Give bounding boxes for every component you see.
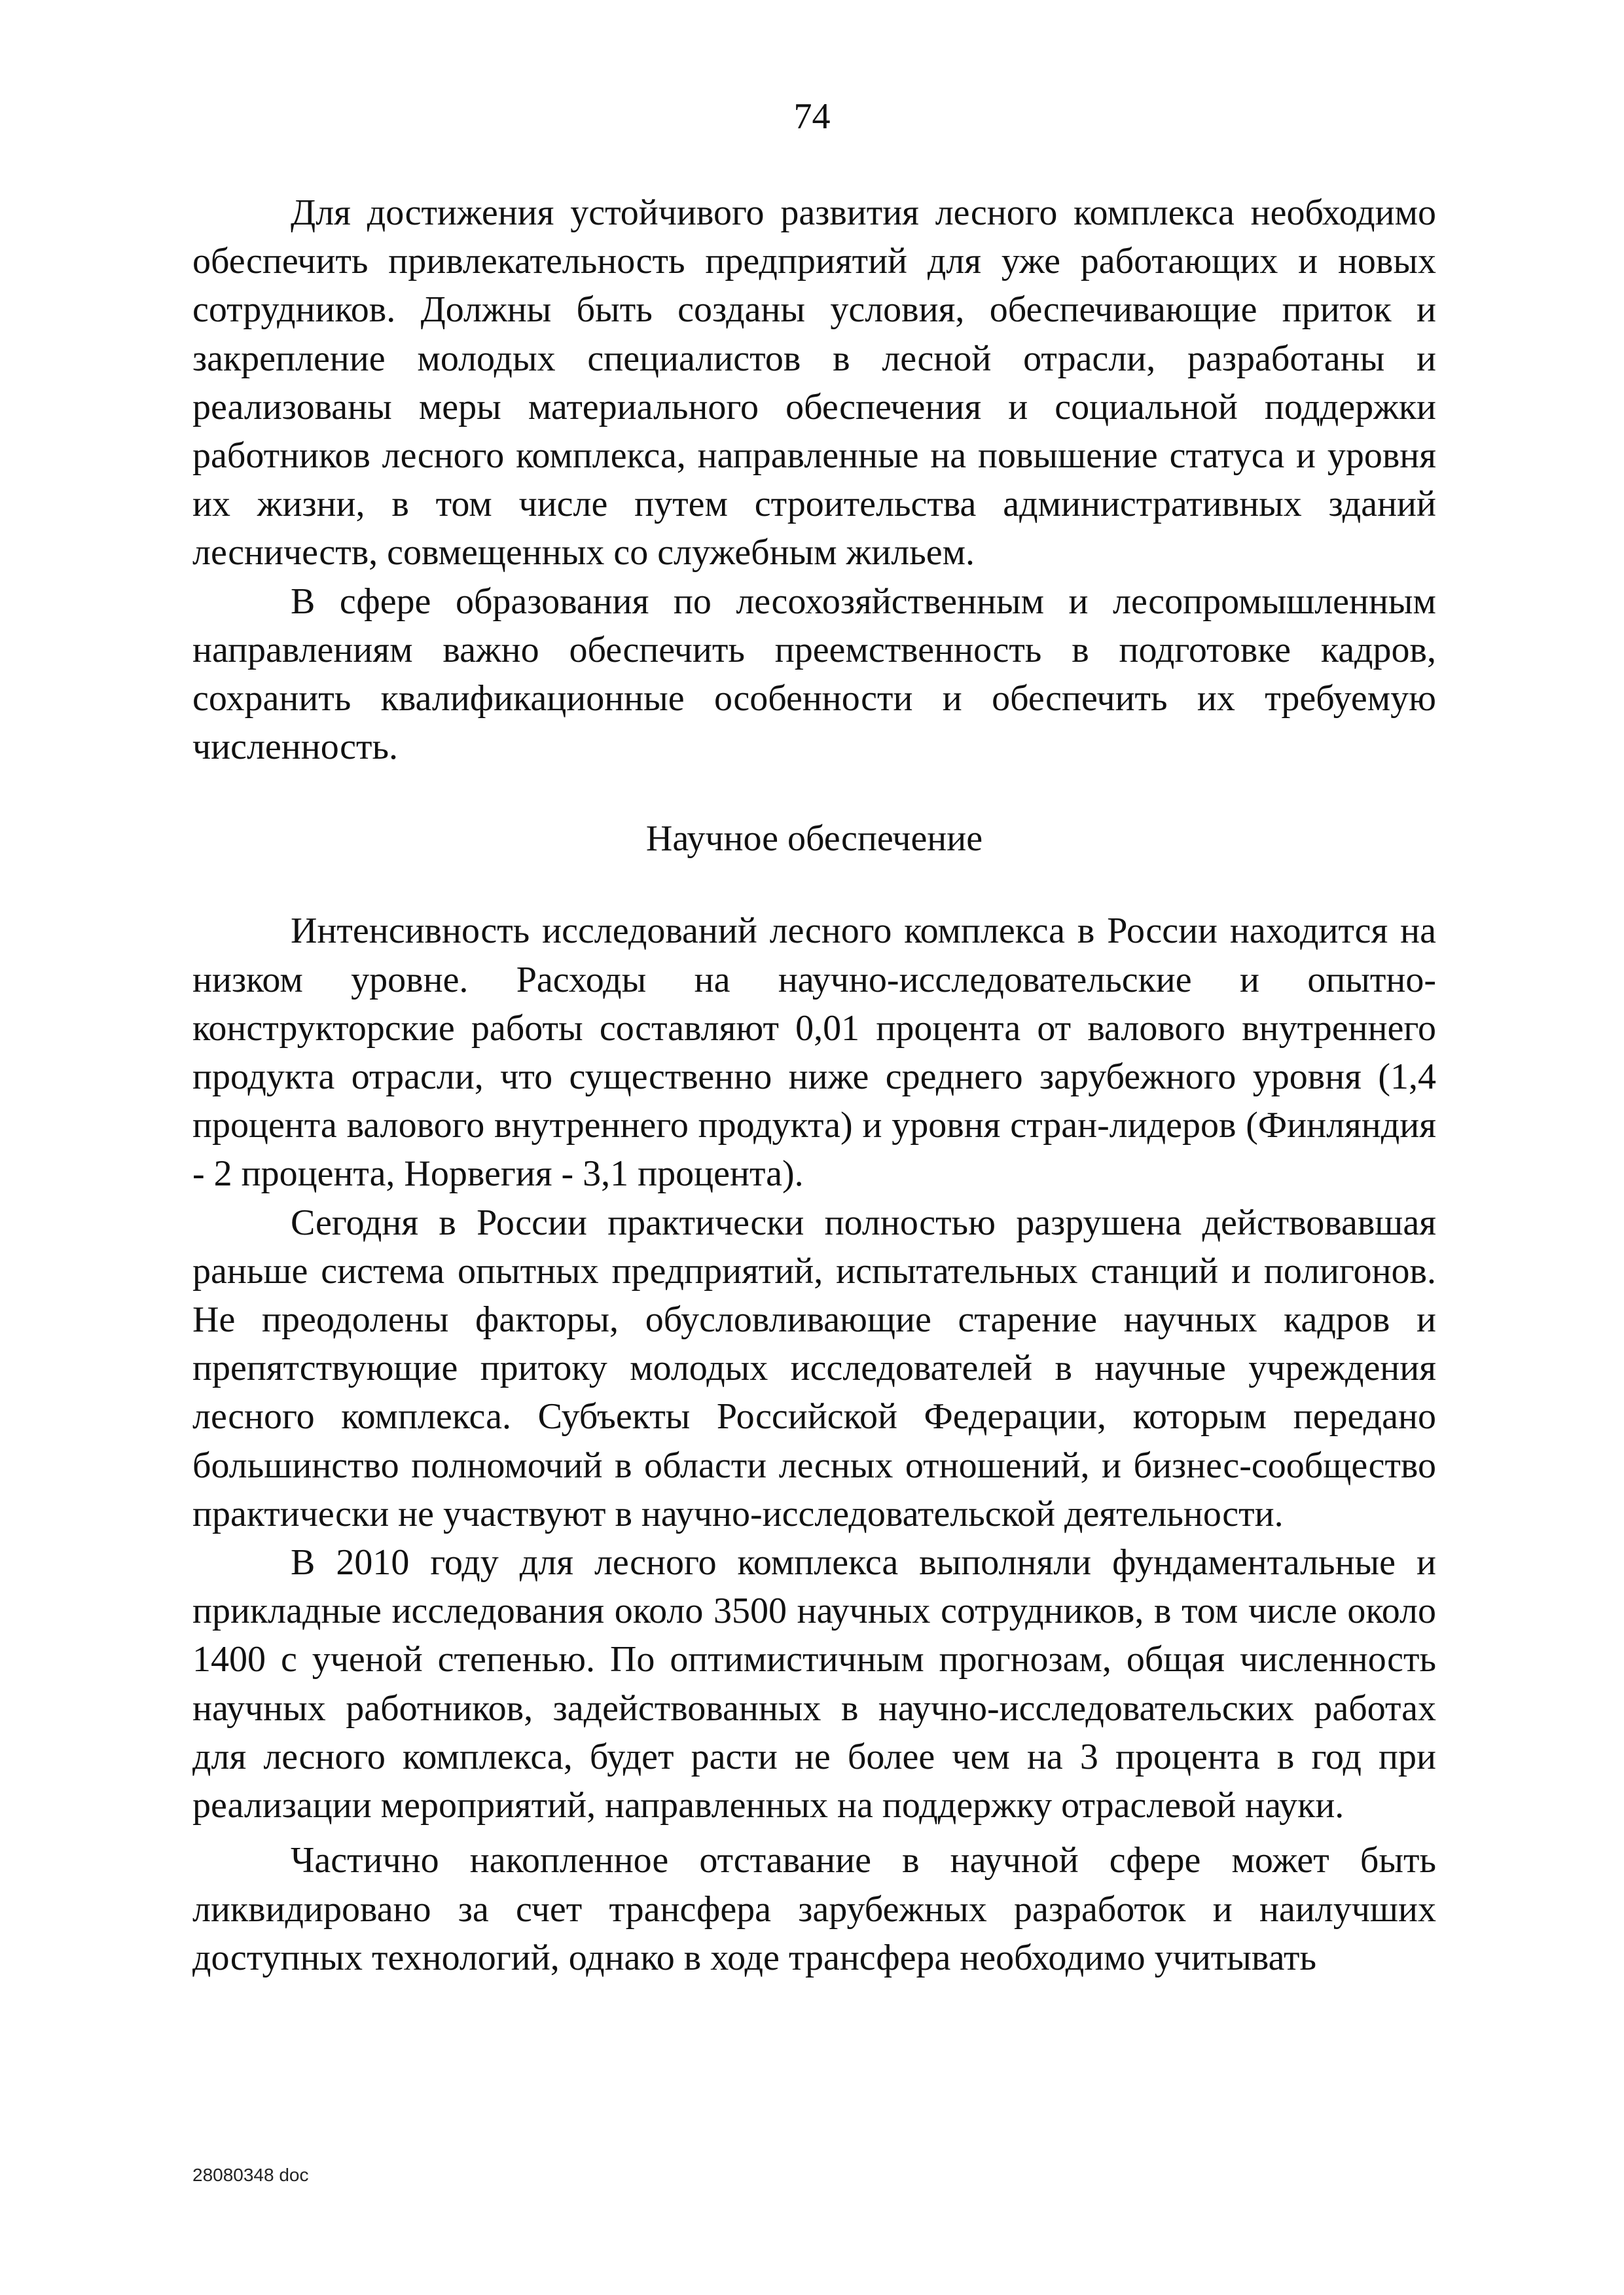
paragraph-education: В сфере образования по лесохозяйственным и лесопромышленным направлениям важно обеспечить преемственность в подготовке кадров, сохранить квалификационные особенности и обеспечить их требуемую численность. [192, 581, 1436, 768]
page-number: 74 [793, 96, 831, 137]
paragraph-infrastructure: Сегодня в России практически полностью разрушена действовавшая раньше система опытных предприятий, испытательных станций и полигонов. Не преодолены факторы, обусловливающие старение научных кадров и препятствующие притоку молодых исследователей в научные учреждения лесного комплекса. Субъекты Российской Федерации, которым передано большинство полномочий в области лесных отношений, и бизнес-сообщество практически не участвуют в научно-исследовательской деятельности. [192, 1202, 1436, 1534]
document-body [192, 189, 1436, 1982]
paragraph-workforce: Для достижения устойчивого развития лесного комплекса необходимо обеспечить привлекательность предприятий для уже работающих и новых сотрудников. Должны быть созданы условия, обеспечивающие приток и закрепление молодых специалистов в лесной отрасли, разработаны и реализованы меры материального обеспечения и социальной поддержки работников лесного комплекса, направленные на повышение статуса и уровня их жизни, в том числе путем строительства административных зданий лесничеств, совмещенных со служебным жильем. [192, 192, 1436, 573]
document-id: 28080348 doc [192, 2165, 309, 2185]
paragraph-research-staff: В 2010 году для лесного комплекса выполняли фундаментальные и прикладные исследования около 3500 научных сотрудников, в том числе около 1400 с ученой степенью. По оптимистичным прогнозам, общая численность научных работников, задействованных в научно-исследовательских работах для лесного комплекса, будет расти не более чем на 3 процента в год при реализации мероприятий, направленных на поддержку отраслевой науки. [192, 1542, 1436, 1826]
paragraph-technology-transfer: Частично накопленное отставание в научной сфере может быть ликвидировано за счет трансфера зарубежных разработок и наилучших доступных технологий, однако в ходе трансфера необходимо учитывать [192, 1840, 1436, 1978]
section-heading: Научное обеспечение [645, 818, 983, 859]
paragraph-research-intensity: Интенсивность исследований лесного комплекса в России находится на низком уровне. Расходы на научно-исследовательские и опытно-конструкторские работы составляют 0,01 процента от валового внутреннего продукта отрасли, что существенно ниже среднего зарубежного уровня (1,4 процента валового внутреннего продукта) и уровня стран-лидеров (Финляндия - 2 процента, Норвегия - 3,1 процента). [192, 911, 1436, 1195]
